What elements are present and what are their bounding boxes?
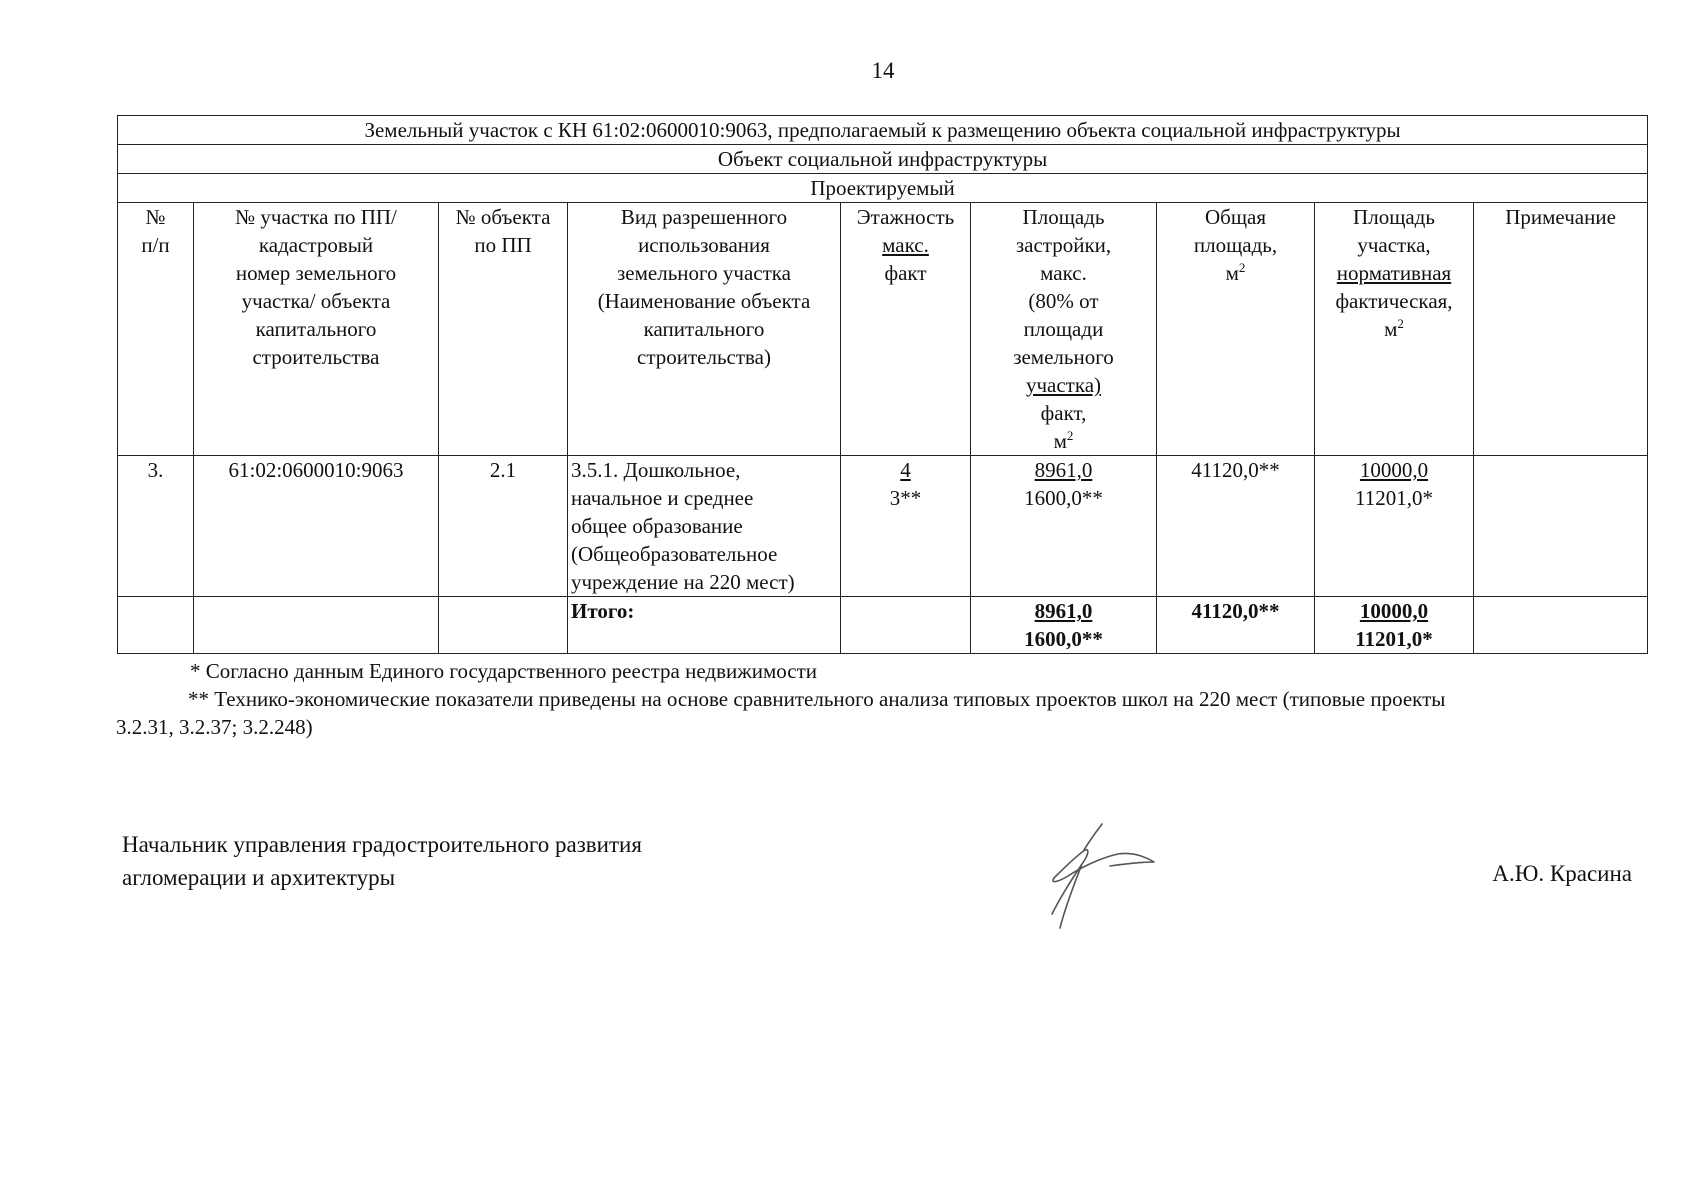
header-row (118, 203, 1648, 456)
footnote-2: ** Технико-экономические показатели приведены на основе сравнительного анализа типовых проектов школ на 220 мест (типовые проекты (188, 687, 1446, 711)
cell-use: 3.5.1. Дошкольное, начальное и среднее общее образование (Общеобразовательное учреждение на 220 мест) (568, 456, 841, 597)
total-plot-area: 10000,0 11201,0* (1315, 597, 1474, 654)
header-plot-area: Площадь участка, нормативная фактическая, $м^2$ (1315, 203, 1474, 456)
total-row (118, 597, 1648, 654)
signatory-name: А.Ю. Красина (1492, 861, 1632, 886)
header-built-area: Площадь застройки, макс. (80% от площади земельного участка) факт, $м^2$ (971, 203, 1157, 456)
handwritten-signature (1040, 818, 1190, 933)
signatory-position: Начальник управления градостроительного развития агломерации и архитектуры (122, 832, 642, 890)
header-num: № п/п (118, 203, 194, 456)
footnote-1: * Согласно данным Единого государственного реестра недвижимости (190, 659, 818, 683)
title-row (118, 145, 1648, 174)
cell-num: 3. (118, 456, 194, 597)
cell-note (1474, 456, 1648, 597)
total-built-area: 8961,0 1600,0** (971, 597, 1157, 654)
footnote-2-cont: 3.2.31, 3.2.37; 3.2.248) (116, 715, 313, 739)
header-object: № объекта по ПП (439, 203, 568, 456)
cell-built-area: 8961,0 1600,0** (971, 456, 1157, 597)
table-status: Проектируемый (118, 174, 1648, 203)
cell-plot: 61:02:0600010:9063 (194, 456, 439, 597)
title-row (118, 174, 1648, 203)
total-label: Итого: (568, 597, 841, 654)
header-total-area: Общая площадь, $м^2$ (1157, 203, 1315, 456)
header-note: Примечание (1474, 203, 1648, 456)
table-subtitle: Объект социальной инфраструктуры (118, 145, 1648, 174)
table-row (118, 456, 1648, 597)
cell-floors: 4 3** (841, 456, 971, 597)
total-total-area: 41120,0** (1157, 597, 1315, 654)
header-plot: № участка по ПП/ кадастровый номер земельного участка/ объекта капитального строительства (194, 203, 439, 456)
cell-object: 2.1 (439, 456, 568, 597)
cell-total-area: 41120,0** (1157, 456, 1315, 597)
header-use: Вид разрешенного использования земельного участка (Наименование объекта капитального строительства) (568, 203, 841, 456)
page-number: 14 (871, 58, 895, 83)
header-floors: Этажность макс. факт (841, 203, 971, 456)
cell-plot-area: 10000,0 11201,0* (1315, 456, 1474, 597)
data-table (117, 115, 1648, 654)
table-title: Земельный участок с КН 61:02:0600010:9063, предполагаемый к размещению объекта социальной инфраструктуры (118, 116, 1648, 145)
title-row (118, 116, 1648, 145)
